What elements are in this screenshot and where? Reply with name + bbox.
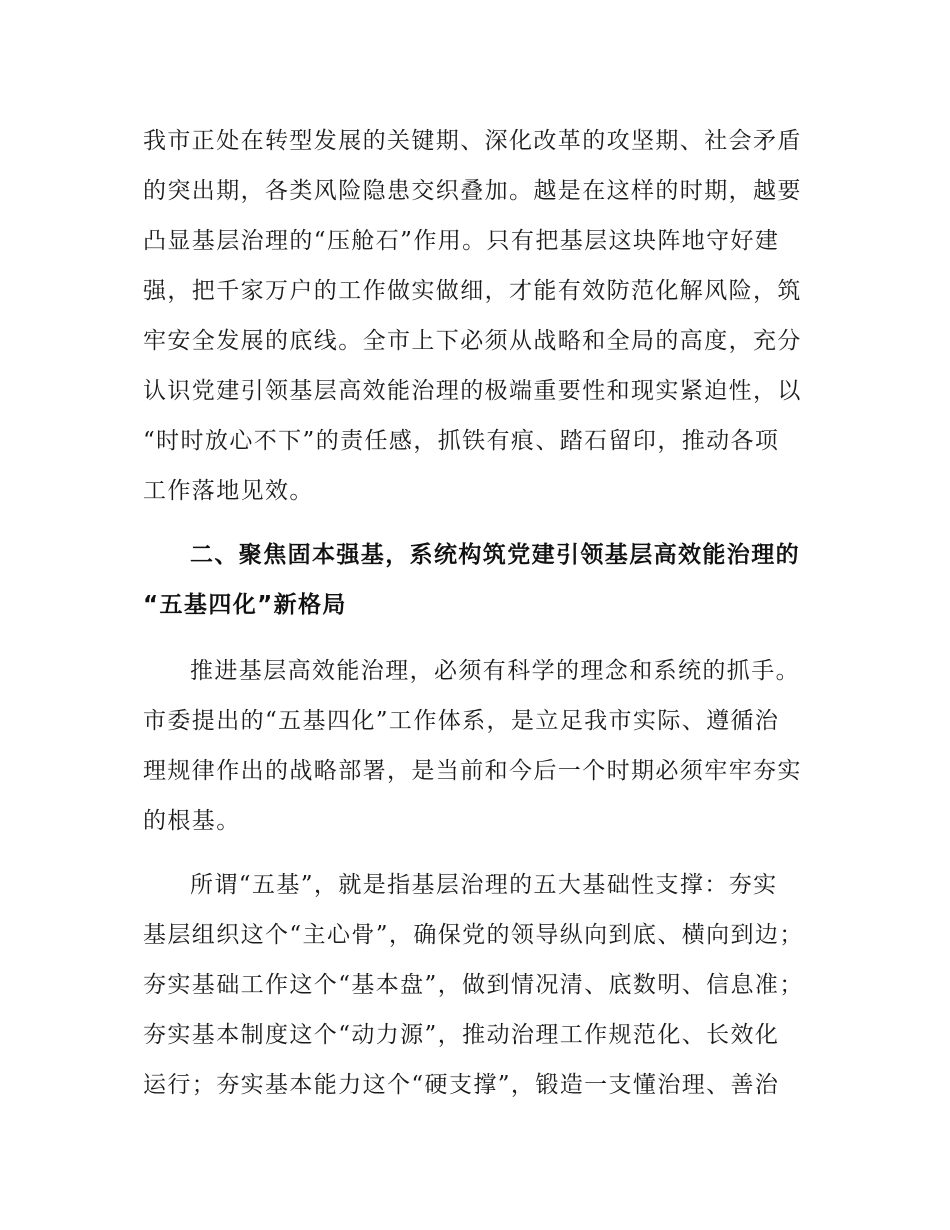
- paragraph-line: 所谓“五基”，就是指基层治理的五大基础性支撑：夯实: [190, 872, 778, 898]
- paragraph-line: 理规律作出的战略部署，是当前和今后一个时期必须牢牢夯实: [143, 758, 802, 784]
- paragraph-line: 工作落地见效。: [143, 478, 314, 504]
- paragraph-line: 基层组织这个“主心骨”，确保党的领导纵向到底、横向到边；: [143, 922, 804, 948]
- paragraph-line: 夯实基本制度这个“动力源”，推动治理工作规范化、长效化: [143, 1022, 780, 1048]
- paragraph-line: 凸显基层治理的“压舱石”作用。只有把基层这块阵地守好建: [143, 228, 780, 254]
- heading-line: “五基四化”新格局: [143, 592, 347, 618]
- heading-line: 二、聚焦固本强基，系统构筑党建引领基层高效能治理的: [190, 542, 800, 568]
- paragraph-line: 的根基。: [143, 808, 241, 834]
- paragraph-line: 运行；夯实基本能力这个“硬支撑”，锻造一支懂治理、善治: [143, 1072, 780, 1098]
- paragraph-line: “时时放心不下”的责任感，抓铁有痕、踏石留印，推动各项: [143, 428, 780, 454]
- paragraph-line: 夯实基础工作这个“基本盘”，做到情况清、底数明、信息准；: [143, 972, 804, 998]
- paragraph-line: 我市正处在转型发展的关键期、深化改革的攻坚期、社会矛盾: [143, 128, 802, 154]
- paragraph-line: 的突出期，各类风险隐患交织叠加。越是在这样的时期，越要: [143, 178, 802, 204]
- paragraph-line: 牢安全发展的底线。全市上下必须从战略和全局的高度，充分: [143, 328, 802, 354]
- paragraph-line: 强，把千家万户的工作做实做细，才能有效防范化解风险，筑: [143, 278, 802, 304]
- paragraph-line: 认识党建引领基层高效能治理的极端重要性和现实紧迫性，以: [143, 378, 802, 404]
- paragraph-line: 推进基层高效能治理，必须有科学的理念和系统的抓手。: [190, 658, 800, 684]
- paragraph-line: 市委提出的“五基四化”工作体系，是立足我市实际、遵循治: [143, 708, 780, 734]
